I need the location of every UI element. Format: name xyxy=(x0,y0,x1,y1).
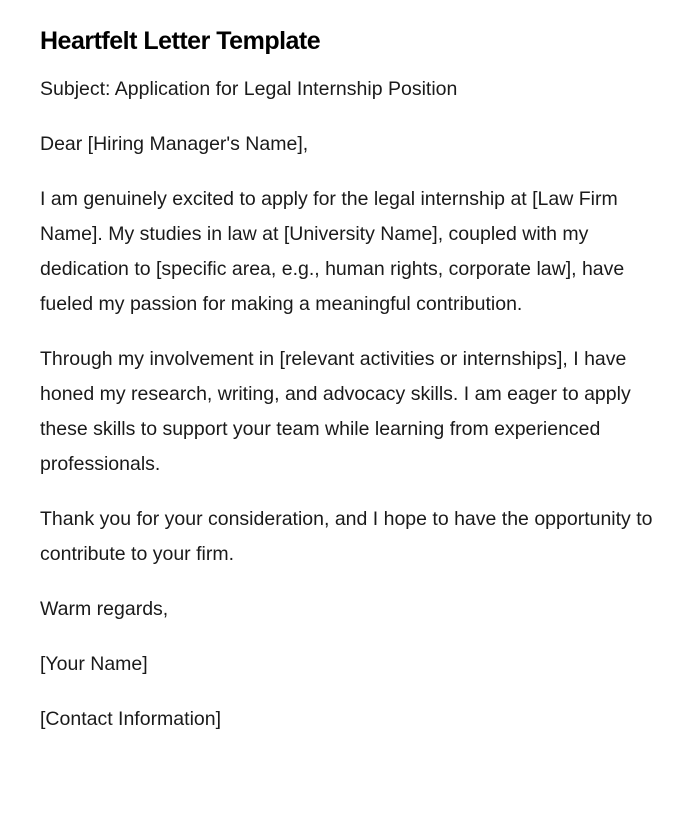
subject-line: Subject: Application for Legal Internship Position xyxy=(40,78,458,100)
signature-name: [Your Name] xyxy=(40,653,148,675)
salutation: Dear [Hiring Manager's Name], xyxy=(40,133,309,155)
closing: Warm regards, xyxy=(40,598,169,620)
body-paragraph-1: I am genuinely excited to apply for the legal internship at [Law Firm Name]. My studies in law at [University Name], coupled with my dedication to [specific area, e.g., human rights, corporate law], have fueled my passion for making a meaningful contribution. xyxy=(40,188,625,315)
contact-information: [Contact Information] xyxy=(40,708,222,730)
page-title: Heartfelt Letter Template xyxy=(40,27,321,55)
body-paragraph-3: Thank you for your consideration, and I hope to have the opportunity to contribute to your firm. xyxy=(40,508,653,565)
body-paragraph-2: Through my involvement in [relevant activities or internships], I have honed my research, writing, and advocacy skills. I am eager to apply these skills to support your team while learning from experienced professionals. xyxy=(40,348,631,475)
